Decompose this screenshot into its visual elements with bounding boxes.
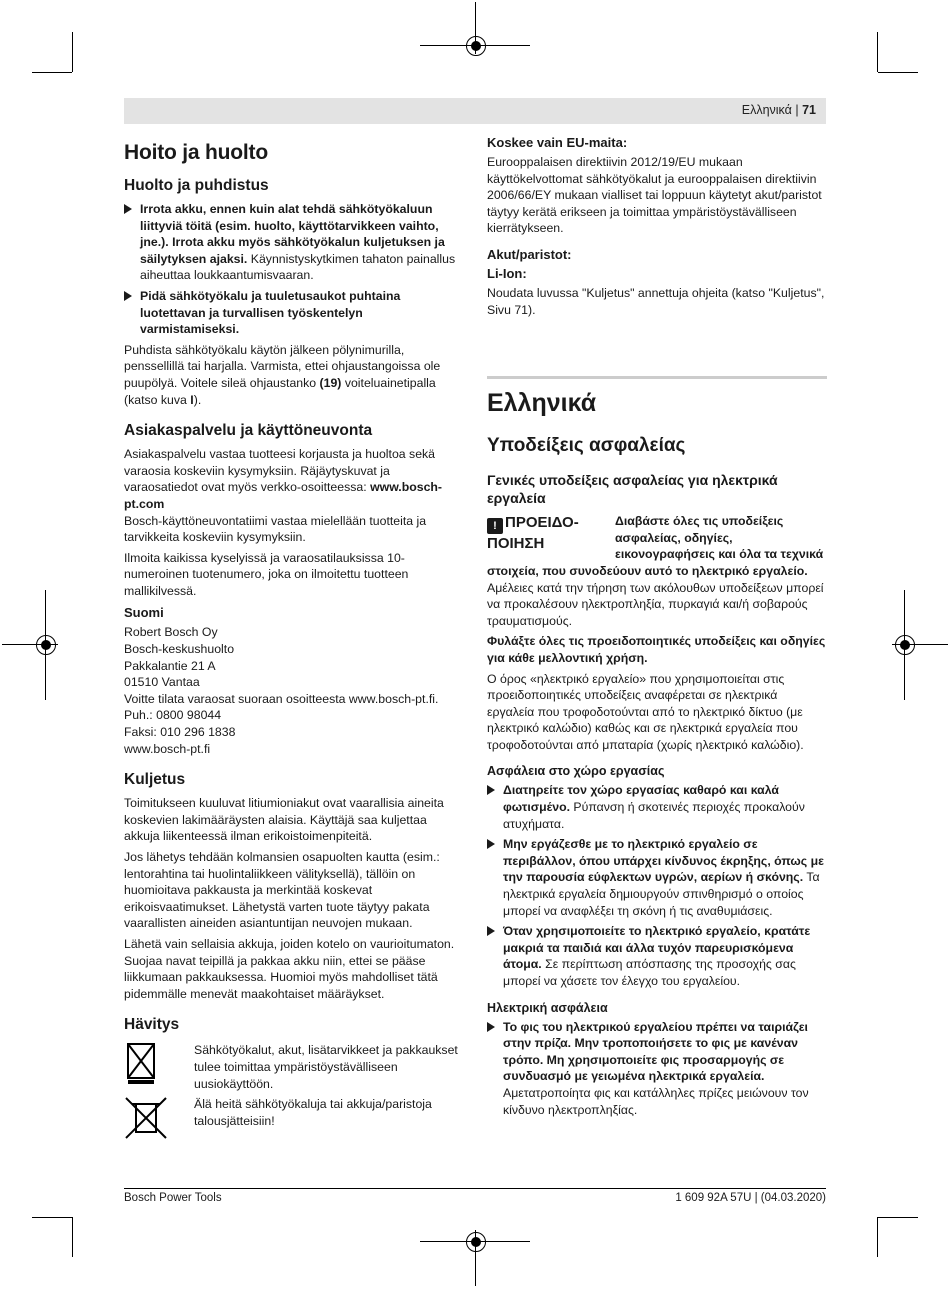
subsection-heading: Li-Ion: — [487, 265, 527, 281]
bullet-triangle-icon — [487, 785, 495, 795]
crossed-bin-icon — [124, 1096, 172, 1140]
disposal-item — [124, 1096, 464, 1140]
registration-mark-icon — [36, 635, 56, 655]
language-title: Ελληνικά — [487, 389, 597, 418]
registration-mark-icon — [466, 36, 486, 56]
subsection-heading: Ηλεκτρική ασφάλεια — [487, 1000, 608, 1015]
paragraph: Eurooppalaisen direktiivin 2012/19/EU mukaan käyttökelvottomat sähkötyökalut ja eurooppalaisen direktiivin 2006/66/EY mukaan vialliset tai loppuun käytetyt akut/paristot täytyy kerätä erikseen ja toimittaa ympäristöystävälliseen kierrätykseen. — [487, 155, 822, 236]
subsection-heading: Akut/paristot: — [487, 246, 572, 262]
bullet-bold-text: Pidä sähkötyökalu ja tuuletusaukot puhtaina luotettavan ja turvallisen työskentelyn varmistamiseksi. — [140, 288, 401, 337]
registration-mark-icon — [466, 1232, 486, 1252]
crop-mark — [878, 1217, 918, 1218]
page-number: 71 — [802, 103, 816, 117]
footer-rule — [124, 1188, 826, 1189]
bullet-text: Käynnistyskytkimen tahaton painallus aiheuttaa loukkaantumisvaaran. — [140, 251, 456, 283]
bullet-item: Μην εργάζεσθε με το ηλεκτρικό εργαλείο σε περιβάλλον, όπου υπάρχει κίνδυνος έκρηξης, όπως με την παρουσία εύφλεκτων υγρών, αερίων ή σκόνης. Τα ηλεκτρικά εργαλεία δημιουργούν σπινθηρισμό ο οποίος μπορεί να αναφλέξει τη σκόνη ή τις αναθυμιάσεις. — [487, 836, 827, 919]
right-column — [487, 135, 827, 1122]
left-column — [124, 135, 464, 1150]
address-line: Puh.: 0800 98044 — [124, 708, 222, 723]
website-link[interactable]: www.bosch-pt.com — [124, 480, 443, 511]
subsection-heading: Γενικές υποδείξεις ασφαλείας για ηλεκτρικά εργαλεία — [487, 472, 778, 507]
address-block — [124, 624, 464, 757]
warning-icon: ! — [487, 518, 503, 534]
paragraph: Noudata luvussa "Kuljetus" annettuja ohjeita (katso "Kuljetus", Sivu 71). — [487, 285, 825, 317]
paragraph: Bosch-käyttöneuvontatiimi vastaa mielellään tuotteita ja tarvikkeita koskeviin kysymyksiin. — [124, 513, 427, 545]
paragraph: Ilmoita kaikissa kyselyissä ja varaosatilauksissa 10-numeroinen tuotenumero, joka on ilmoitettu tuotteen mallikilvessä. — [124, 550, 409, 598]
bullet-bold-text: Irrota akku, ennen kuin alat tehdä sähkötyökaluun liittyviä töitä (esim. huolto, käyttötarvikkeen vaihto, jne.). Irrota akku myös sähkötyökalun kuljetuksen ja säilytyksen ajaksi. — [140, 202, 445, 266]
paragraph: Lähetä vain sellaisia akkuja, joiden kotelo on vaurioitumaton. Suojaa navat teipillä ja pakkaa akku niin, ettei se pääse liikkumaan pakkauksessa. Huomioi myös mahdolliset tätä pidemmälle menevät maakohtaiset määräykset. — [124, 936, 455, 1001]
paragraph-bold: Φυλάξτε όλες τις προειδοποιητικές υποδείξεις και οδηγίες για κάθε μελλοντική χρήση. — [487, 634, 826, 665]
paragraph: Toimitukseen kuuluvat litiumioniakut ovat vaarallisia aineita koskevien lakimääräysten alaisia. Käyttäjä saa kuljettaa akkuja liikenteessä ilman erikoistoimenpiteitä. — [124, 796, 444, 844]
warning-label: ! ΠΡΟΕΙΔΟ- ΠΟΙΗΣΗ — [487, 514, 579, 553]
disposal-item — [124, 1042, 464, 1091]
crop-mark — [877, 32, 878, 72]
paragraph: Jos lähetys tehdään kolmansien osapuolten kautta (esim.: lentorahtina tai huolintaliikkeen välityksellä), tällöin on huomioitava pakkausta ja merkintää koskevat erikoisvaatimukset. Lähetystä varten tuote täytyy pakata vaarallisten aineiden asiantuntijan neuvojen mukaan. — [124, 850, 440, 931]
bullet-triangle-icon — [487, 1022, 495, 1032]
section-title: Hoito ja huolto — [124, 141, 268, 164]
header-language: Ελληνικά — [741, 103, 792, 117]
crop-mark — [72, 32, 73, 72]
page-header — [124, 98, 826, 124]
paragraph: Ο όρος «ηλεκτρικό εργαλείο» που χρησιμοποιείται στις προειδοποιητικές υποδείξεις αναφέρεται σε ηλεκτρικά εργαλεία που τροφοδοτούνται από το ηλεκτρικό δίκτυο (με ηλεκτρικό καλώδιο) καθώς και σε ηλεκτρικά εργαλεία που τροφοδοτούνται από μπαταρία (χωρίς ηλεκτρικό καλώδιο). — [487, 671, 804, 752]
bullet-item — [124, 201, 464, 284]
address-line: 01510 Vantaa — [124, 675, 200, 690]
section-heading: Hävitys — [124, 1016, 180, 1034]
paragraph: Asiakaspalvelu vastaa tuotteesi korjausta ja huoltoa sekä varaosia koskeviin kysymyksiin. Räjäytyskuvat ja varaosatiedot ovat myös verkko-osoitteessa: www.bosch-pt.com — [124, 447, 443, 511]
footer-publisher: Bosch Power Tools — [124, 1192, 222, 1204]
section-heading: Huolto ja puhdistus — [124, 177, 269, 194]
header-text — [742, 103, 816, 117]
footer-doc-number: 1 609 92A 57U | (04.03.2020) — [675, 1192, 826, 1204]
address-line: Faksi: 010 296 1838 — [124, 725, 236, 740]
paragraph: Puhdista sähkötyökalu käytön jälkeen pölynimurilla, penssellillä tai harjalla. Varmista, ettei ohjaustangoissa ole puupölyä. Voitele sileä ohjaustanko (19) voiteluainetipalla (katso kuva I). — [124, 342, 441, 407]
registration-mark-icon — [895, 635, 915, 655]
warning-text: Διαβάστε όλες τις υποδείξεις ασφαλείας, οδηγίες, εικονογραφήσεις και όλα τα τεχνικά στοιχεία, που συνοδεύουν αυτό το ηλεκτρικό εργαλείο. Αμέλειες κατά την τήρηση των ακόλουθων υποδείξεων μπορεί να προκαλέσουν ηλεκτροπληξία, πυρκαγιά και/ή σοβαρούς τραυματισμούς. — [487, 514, 824, 628]
address-line: Voitte tilata varaosat suoraan osoitteesta www.bosch-pt.fi. — [124, 691, 439, 706]
header-separator: | — [795, 103, 799, 117]
bullet-triangle-icon — [124, 204, 132, 214]
disposal-text: Sähkötyökalut, akut, lisätarvikkeet ja pakkaukset tulee toimittaa ympäristöystävälliseen uusiokäyttöön. — [194, 1043, 458, 1091]
disposal-text: Älä heitä sähkötyökaluja tai akkuja/paristoja talousjätteisiin! — [194, 1097, 432, 1128]
address-line: Robert Bosch Oy — [124, 625, 218, 640]
section-heading: Kuljetus — [124, 771, 186, 789]
recycling-tools-icon — [124, 1042, 172, 1086]
section-heading: Υποδείξεις ασφαλείας — [487, 435, 686, 457]
section-divider — [487, 376, 827, 379]
crop-mark — [32, 72, 72, 73]
address-line: Bosch-keskushuolto — [124, 642, 235, 657]
crop-mark — [877, 1217, 878, 1257]
bullet-triangle-icon — [124, 291, 132, 301]
bullet-item — [124, 288, 464, 338]
bullet-item: Διατηρείτε τον χώρο εργασίας καθαρό και καλά φωτισμένο. Ρύπανση ή σκοτεινές περιοχές προκαλούν ατυχήματα. — [487, 782, 827, 832]
subsection-heading: Koskee vain EU-maita: — [487, 135, 628, 150]
country-heading: Suomi — [124, 605, 164, 621]
address-line: Pakkalantie 21 A — [124, 658, 216, 673]
section-heading: Asiakaspalvelu ja käyttöneuvonta — [124, 422, 373, 440]
address-line: www.bosch-pt.fi — [124, 741, 211, 756]
bullet-triangle-icon — [487, 926, 495, 936]
crop-mark — [878, 72, 918, 73]
bullet-item: Το φις του ηλεκτρικού εργαλείου πρέπει να ταιριάζει στην πρίζα. Μην τροποποιήσετε το φις με κανέναν τρόπο. Μη χρησιμοποιείτε φις προσαρμογής σε συνδυασμό με γειωμένα ηλεκτρικά εργαλεία. Αμετατροποίητα φις και κατάλληλες πρίζες μειώνουν τον κίνδυνο ηλεκτροπληξίας. — [487, 1019, 827, 1119]
crop-mark — [72, 1217, 73, 1257]
warning-block — [487, 513, 827, 629]
bullet-item: Όταν χρησιμοποιείτε το ηλεκτρικό εργαλείο, κρατάτε μακριά τα παιδιά και άλλα τυχόν παρευρισκόμενα άτομα. Σε περίπτωση απόσπασης της προσοχής σας μπορεί να χάσετε τον έλεγχο του εργαλείου. — [487, 923, 827, 989]
bullet-triangle-icon — [487, 839, 495, 849]
subsection-heading: Ασφάλεια στο χώρο εργασίας — [487, 764, 665, 779]
crop-mark — [32, 1217, 72, 1218]
